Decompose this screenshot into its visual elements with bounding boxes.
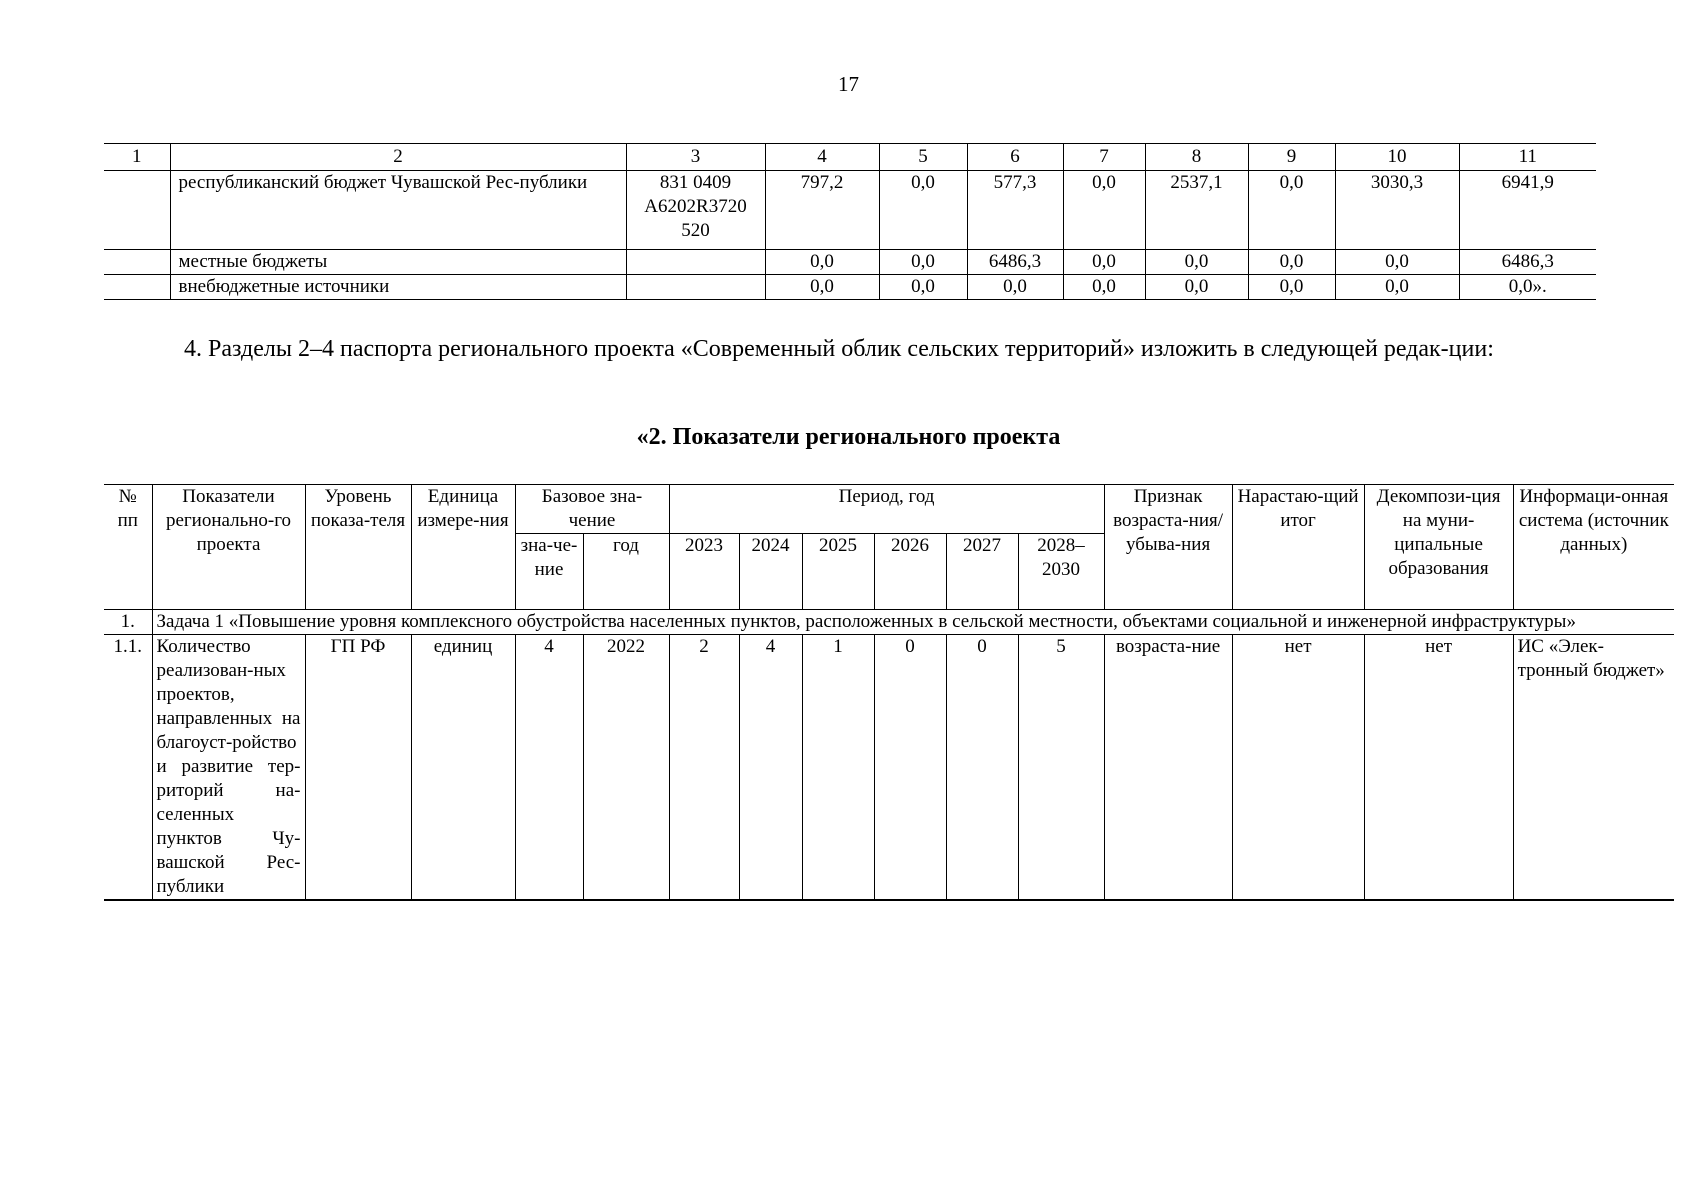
amount-cell: 0,0: [1335, 250, 1459, 275]
amount-cell: 0,0: [1063, 275, 1145, 300]
header-base: Базовое зна-чение: [515, 485, 669, 534]
table-row: [104, 635, 1674, 901]
column-number: 9: [1248, 144, 1335, 171]
amount-cell: 0,0: [1063, 250, 1145, 275]
amount-cell: 0,0: [1145, 275, 1248, 300]
header-info-system: Информаци-онная система (источник данных): [1513, 485, 1674, 610]
header-year: 2027: [946, 534, 1018, 610]
decomposition-value: нет: [1364, 635, 1513, 901]
indicators-table: [104, 484, 1674, 901]
amount-cell: 0,0: [1145, 250, 1248, 275]
row-number: [104, 171, 170, 250]
table-row: [104, 250, 1596, 275]
column-number: 6: [967, 144, 1063, 171]
year-value: 0: [874, 635, 946, 901]
task-row: [104, 610, 1674, 635]
year-value: 4: [739, 635, 802, 901]
funding-source: республиканский бюджет Чувашской Рес-публики: [170, 171, 626, 250]
amount-cell: 0,0: [1063, 171, 1145, 250]
amount-cell: 0,0: [765, 250, 879, 275]
amount-cell: 0,0: [879, 171, 967, 250]
amount-cell: 0,0: [1248, 250, 1335, 275]
header-base-year: год: [583, 534, 669, 610]
table-header-row: [104, 485, 1674, 534]
budget-code: [626, 275, 765, 300]
table-row: [104, 171, 1596, 250]
row-number: 1.1.: [104, 635, 152, 901]
amount-cell: 0,0: [1335, 275, 1459, 300]
column-number: 8: [1145, 144, 1248, 171]
column-number: 1: [104, 144, 170, 171]
amount-cell: 6486,3: [967, 250, 1063, 275]
header-sign: Признак возраста-ния/убыва-ния: [1104, 485, 1232, 610]
amount-cell: 2537,1: [1145, 171, 1248, 250]
column-number: 7: [1063, 144, 1145, 171]
table-header-row: [104, 144, 1596, 171]
amount-cell: 0,0: [765, 275, 879, 300]
header-cumulative: Нарастаю-щий итог: [1232, 485, 1364, 610]
indicator-unit: единиц: [411, 635, 515, 901]
amount-cell: 3030,3: [1335, 171, 1459, 250]
amount-cell: 0,0: [967, 275, 1063, 300]
budget-code: [626, 250, 765, 275]
header-period: Период, год: [669, 485, 1104, 534]
column-number: 5: [879, 144, 967, 171]
header-year: 2028–2030: [1018, 534, 1104, 610]
sign-value: возраста-ние: [1104, 635, 1232, 901]
amount-cell: 0,0».: [1459, 275, 1596, 300]
header-base-value: зна-че-ние: [515, 534, 583, 610]
amount-cell: 0,0: [879, 250, 967, 275]
year-value: 2: [669, 635, 739, 901]
budget-code: 831 0409 А6202R3720 520: [626, 171, 765, 250]
amount-cell: 6486,3: [1459, 250, 1596, 275]
year-value: 5: [1018, 635, 1104, 901]
header-decomposition: Декомпози-ция на муни-ципальные образования: [1364, 485, 1513, 610]
funding-source: местные бюджеты: [170, 250, 626, 275]
header-number: № пп: [104, 485, 152, 610]
indicator-level: ГП РФ: [305, 635, 411, 901]
amendment-paragraph: 4. Разделы 2–4 паспорта регионального проекта «Современный облик сельских территорий» изложить в следующей редак-ции:: [184, 336, 1494, 362]
financing-table: [104, 143, 1596, 300]
amount-cell: 0,0: [879, 275, 967, 300]
header-year: 2024: [739, 534, 802, 610]
page-number: 17: [838, 72, 859, 96]
column-number: 2: [170, 144, 626, 171]
header-year: 2023: [669, 534, 739, 610]
header-year: 2025: [802, 534, 874, 610]
header-level: Уровень показа-теля: [305, 485, 411, 610]
column-number: 3: [626, 144, 765, 171]
section-heading: «2. Показатели регионального проекта: [636, 424, 1061, 450]
amount-cell: 0,0: [1248, 275, 1335, 300]
indicator-name: Количество реализован-ных проектов, направленных на благоуст-ройство и развитие тер-риторий на-селенных пунктов Чу-вашской Рес-публики: [152, 635, 305, 901]
amount-cell: 6941,9: [1459, 171, 1596, 250]
amount-cell: 577,3: [967, 171, 1063, 250]
amount-cell: 0,0: [1248, 171, 1335, 250]
base-year: 2022: [583, 635, 669, 901]
task-number: 1.: [104, 610, 152, 635]
column-number: 10: [1335, 144, 1459, 171]
base-value: 4: [515, 635, 583, 901]
column-number: 4: [765, 144, 879, 171]
header-indicator: Показатели регионально-го проекта: [152, 485, 305, 610]
row-number: [104, 275, 170, 300]
amount-cell: 797,2: [765, 171, 879, 250]
cumulative-value: нет: [1232, 635, 1364, 901]
year-value: 0: [946, 635, 1018, 901]
row-number: [104, 250, 170, 275]
header-year: 2026: [874, 534, 946, 610]
funding-source: внебюджетные источники: [170, 275, 626, 300]
header-unit: Единица измере-ния: [411, 485, 515, 610]
column-number: 11: [1459, 144, 1596, 171]
table-row: [104, 275, 1596, 300]
year-value: 1: [802, 635, 874, 901]
info-system-value: ИС «Элек-тронный бюджет»: [1513, 635, 1674, 901]
task-text: Задача 1 «Повышение уровня комплексного обустройства населенных пунктов, расположенных в сельской местности, объектами социальной и инженерной инфраструктуры»: [152, 610, 1674, 635]
